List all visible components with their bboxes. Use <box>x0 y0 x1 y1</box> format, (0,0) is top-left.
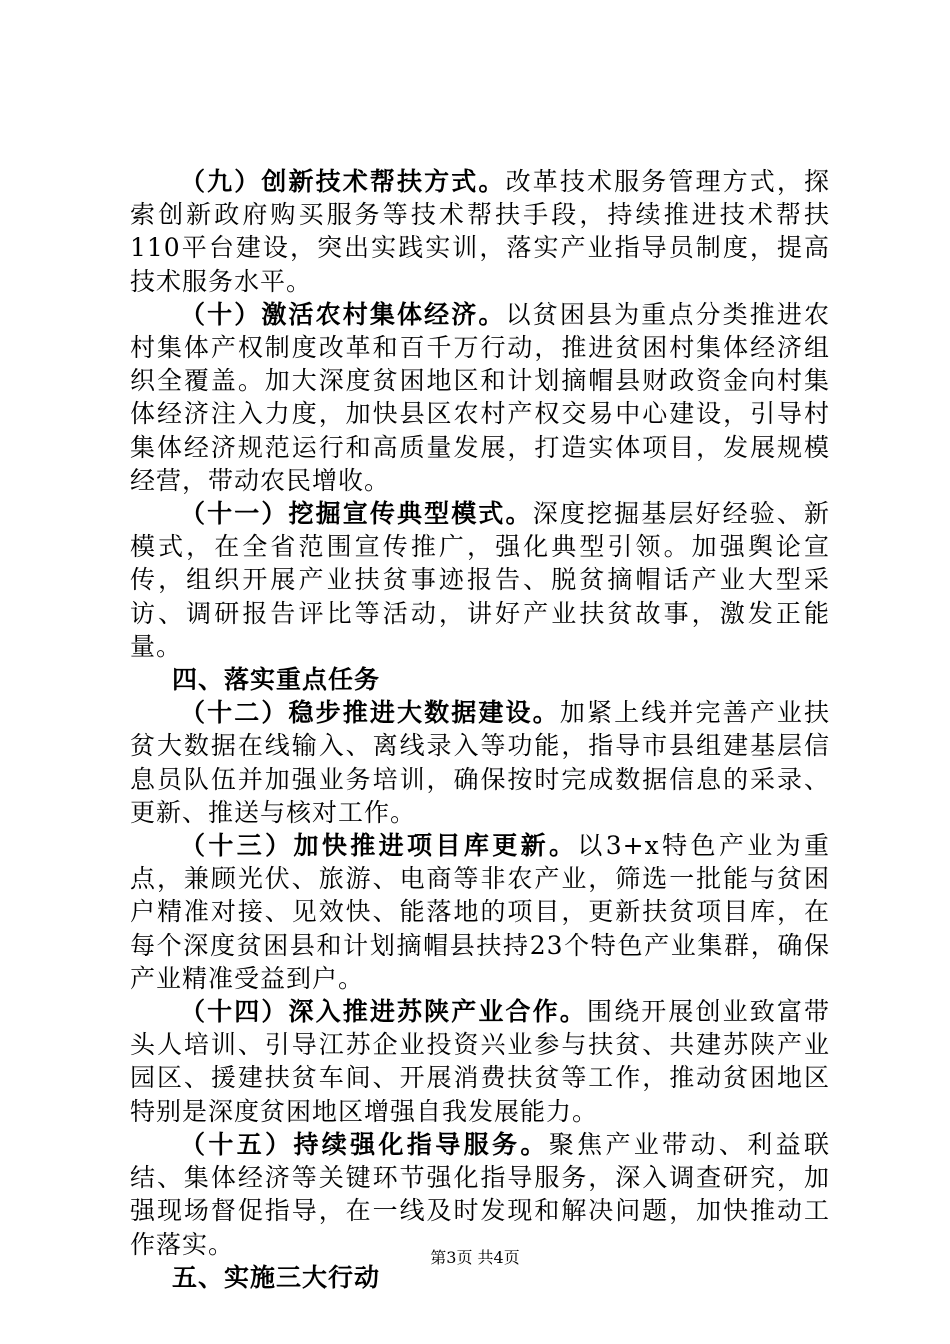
paragraph-9 <box>130 165 830 298</box>
paragraph-text: 深度挖掘基层好经验、新模式，在全省范围宣传推广，强化典型引领。加强舆论宣传，组织开展产业扶贫事迹报告、脱贫摘帽话产业大型采访、调研报告评比等活动，讲好产业扶贫故事，激发正能量。 <box>130 499 830 661</box>
section-heading-5: 五、实施三大行动 <box>172 1262 381 1292</box>
paragraph-lead: （九）创新技术帮扶方式。 <box>180 167 506 196</box>
document-body <box>130 165 830 1294</box>
paragraph-13 <box>130 829 830 995</box>
paragraph-text: 以3+x特色产业为重点，兼顾光伏、旅游、电商等非农产业，筛选一批能与贫困户精准对接、见效快、能落地的项目，更新扶贫项目库，在每个深度贫困县和计划摘帽县扶持23个特色产业集群，确保产业精准受益到户。 <box>130 831 830 993</box>
paragraph-lead: （十三）加快推进项目库更新。 <box>180 831 578 861</box>
paragraph-12 <box>130 696 830 829</box>
paragraph-text: 加紧上线并完善产业扶贫大数据在线输入、离线录入等功能，指导市县组建基层信息员队伍并加强业务培训，确保按时完成数据信息的采录、更新、推送与核对工作。 <box>130 698 830 827</box>
paragraph-14 <box>130 995 830 1128</box>
paragraph-lead: （十）激活农村集体经济。 <box>180 299 506 329</box>
paragraph-lead: （十五）持续强化指导服务。 <box>180 1129 549 1159</box>
paragraph-11 <box>130 497 830 663</box>
paragraph-text: 聚焦产业带动、利益联结、集体经济等关键环节强化指导服务，深入调查研究，加强现场督促指导，在一线及时发现和解决问题，加快推动工作落实。 <box>130 1129 830 1259</box>
paragraph-lead: （十一）挖掘宣传典型模式。 <box>180 499 533 529</box>
paragraph-10 <box>130 298 830 497</box>
paragraph-lead: （十二）稳步推进大数据建设。 <box>180 698 560 728</box>
paragraph-text: 改革技术服务管理方式，探索创新政府购买服务等技术帮扶手段，持续推进技术帮扶110平台建设，突出实践实训，落实产业指导员制度，提高技术服务水平。 <box>130 167 830 296</box>
paragraph-text: 以贫困县为重点分类推进农村集体产权制度改革和百千万行动，推进贫困村集体经济组织全覆盖。加大深度贫困地区和计划摘帽县财政资金向村集体经济注入力度，加快县区农村产权交易中心建设，引导村集体经济规范运行和高质量发展，打造实体项目，发展规模经营，带动农民增收。 <box>130 299 830 495</box>
paragraph-15 <box>130 1128 830 1261</box>
page-footer: 第3页 共4页 <box>430 1248 520 1267</box>
paragraph-lead: （十四）深入推进苏陕产业合作。 <box>180 997 587 1027</box>
paragraph-text: 围绕开展创业致富带头人培训、引导江苏企业投资兴业参与扶贫、共建苏陕产业园区、援建扶贫车间、开展消费扶贫等工作，推动贫困地区特别是深度贫困地区增强自我发展能力。 <box>130 997 830 1126</box>
section-heading-4: 四、落实重点任务 <box>172 665 381 695</box>
